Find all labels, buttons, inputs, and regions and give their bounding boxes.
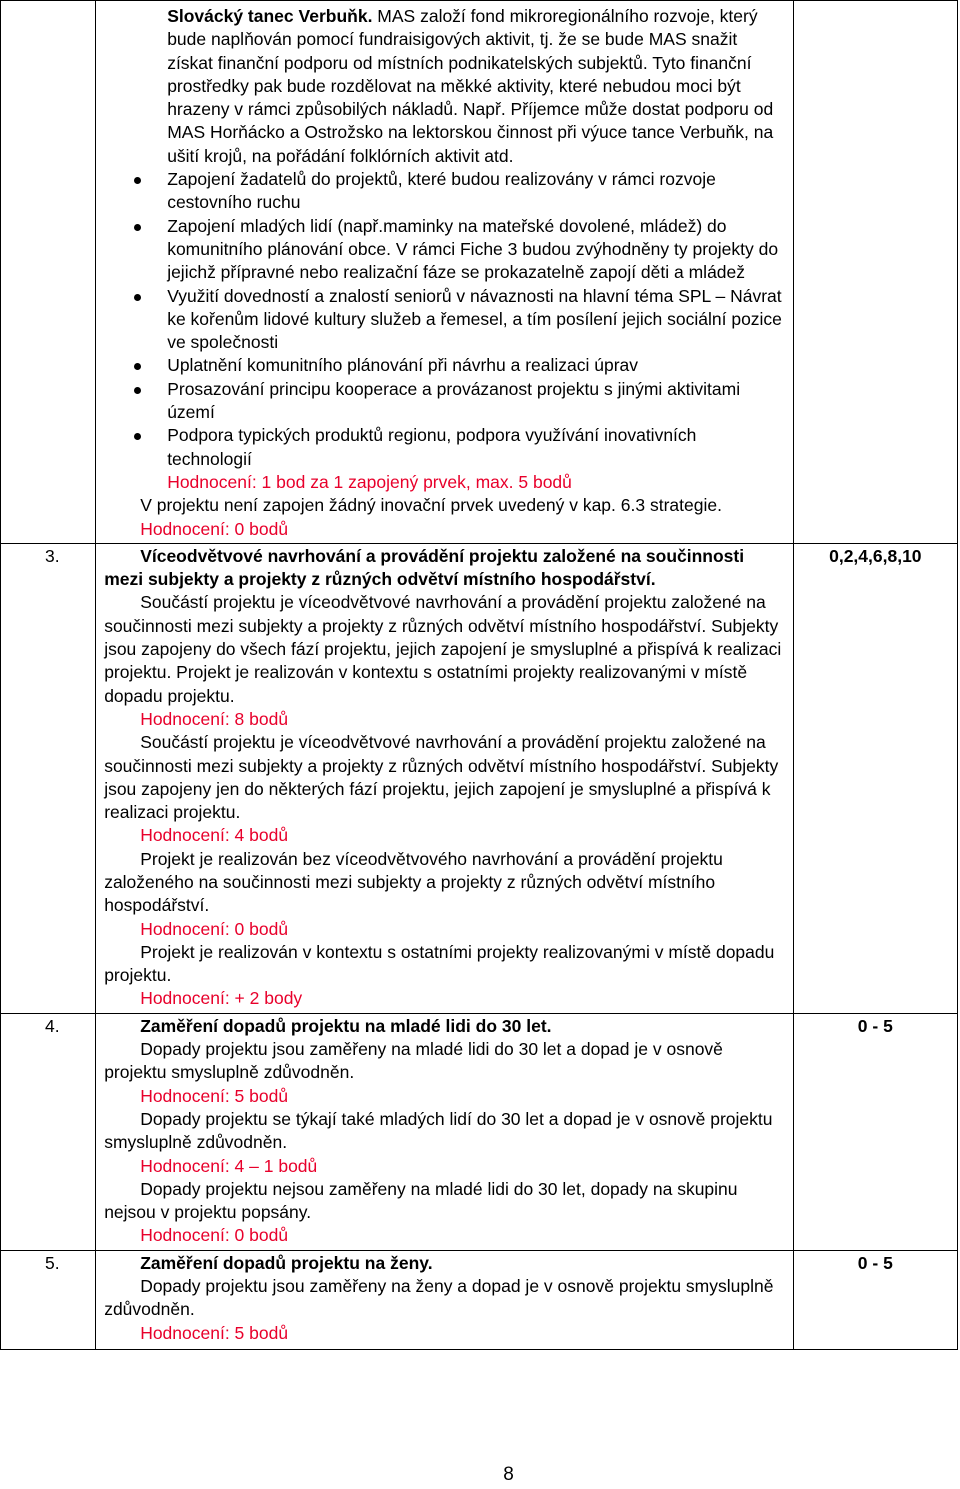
- bullet-icon: [134, 387, 141, 394]
- list-item: Zapojení žadatelů do projektů, které budou realizovány v rámci rozvoje cestovního ruchu: [96, 168, 784, 215]
- criterion-cell: Zaměření dopadů projektu na mladé lidi do 30 let. Dopady projektu jsou zaměřeny na mladé lidi do 30 let a dopad je v osnově projektu smysluplně zdůvodněn. Hodnocení: 5 bodů Dopady projektu se týkají také mladých lidí do 30 let a dopad je v osnově projektu smysluplně zdůvodněn. Hodnocení: 4 – 1 bodů Dopady projektu nejsou zaměřeny na mladé lidi do 30 let, dopady na skupinu nejsou v projektu popsány. Hodnocení: 0 bodů: [96, 1013, 793, 1250]
- table-row: [1, 1, 958, 544]
- list-item: Využití dovedností a znalostí seniorů v návaznosti na hlavní téma SPL – Návrat ke kořenům lidové kultury služeb a řemesel, a tím posílení jejich sociální pozice ve společnosti: [96, 285, 784, 355]
- score-cell: [793, 1, 957, 544]
- verbunk-paragraph: [96, 5, 784, 168]
- evaluation-text: Hodnocení: 4 – 1 bodů: [140, 1155, 318, 1176]
- verbunk-text: MAS založí fond mikroregionálního rozvoje, který bude naplňován pomocí fundraisigových aktivit, tj. že se bude MAS snažit získat finanční podporu od místních podnikatelských subjektů. Tyto finanční prostředky pak bude rozdělovat na měkké aktivity, které nebudou moci být hrazeny v rámci způsobilých nákladů. Např. Příjemce může dostat podporu od MAS Horňácko a Ostrožsko na lektorskou činnost při výuce tance Verbuňk, na ušití krojů, na pořádání folklórních aktivit atd.: [167, 6, 774, 166]
- evaluation-text: Hodnocení: 1 bod za 1 zapojený prvek, max. 5 bodů: [167, 471, 572, 492]
- evaluation-text: Hodnocení: 4 bodů: [140, 825, 289, 846]
- list-item: Zapojení mladých lidí (např.maminky na mateřské dovolené, mládež) do komunitního plánování obce. V rámci Fiche 3 budou zvýhodněny ty projekty do jejichž přípravné nebo realizační fáze se prokazatelně zapojí děti a mládež: [96, 215, 784, 285]
- bullet-icon: [134, 177, 141, 184]
- evaluation-text: Hodnocení: 5 bodů: [140, 1322, 289, 1343]
- score-range: 0 - 5: [793, 1250, 957, 1349]
- evaluation-text: Hodnocení: + 2 body: [140, 988, 303, 1009]
- list-item: Podpora typických produktů regionu, podpora využívání inovativních technologií: [96, 424, 784, 471]
- score-range: 0,2,4,6,8,10: [793, 543, 957, 1013]
- list-item: Uplatnění komunitního plánování při návrhu a realizaci úprav: [96, 354, 784, 377]
- row-number: 5.: [1, 1250, 96, 1349]
- bullet-icon: [134, 433, 141, 440]
- evaluation-text: Hodnocení: 0 bodů: [140, 918, 289, 939]
- table-row: [1, 1013, 958, 1250]
- criterion-title: Zaměření dopadů projektu na ženy.: [140, 1252, 433, 1273]
- criterion-cell: [96, 1, 793, 544]
- verbunk-title: Slovácký tanec Verbuňk.: [167, 6, 373, 26]
- no-innovation-text: V projektu není zapojen žádný inovační prvek uvedený v kap. 6.3 strategie.: [140, 495, 722, 516]
- bullet-icon: [134, 363, 141, 370]
- bullet-icon: [134, 294, 141, 301]
- table-row: [1, 543, 958, 1013]
- criterion-cell: Zaměření dopadů projektu na ženy. Dopady projektu jsou zaměřeny na ženy a dopad je v osnově projektu smysluplně zdůvodněn. Hodnocení: 5 bodů: [96, 1250, 793, 1349]
- evaluation-text: Hodnocení: 5 bodů: [140, 1085, 289, 1106]
- criterion-title: Zaměření dopadů projektu na mladé lidi do 30 let.: [140, 1015, 552, 1036]
- evaluation-text: Hodnocení: 0 bodů: [140, 1225, 289, 1246]
- list-item: Prosazování principu kooperace a provázanost projektu s jinými aktivitami území: [96, 378, 784, 425]
- innovation-list: [96, 168, 784, 471]
- score-range: 0 - 5: [793, 1013, 957, 1250]
- page-number: 8: [503, 1464, 514, 1485]
- row-number-cell: [1, 1, 96, 544]
- row-number: 4.: [1, 1013, 96, 1250]
- evaluation-text: Hodnocení: 0 bodů: [140, 518, 289, 539]
- criterion-cell: Víceodvětvové navrhování a provádění projektu založené na součinnosti mezi subjekty a projekty z různých odvětví místního hospodářství. Součástí projektu je víceodvětvové navrhování a provádění projektu založené na součinnosti mezi subjekty a projekty z různých odvětví místního hospodářství. Subjekty jsou zapojeny do všech fází projektu, jejich zapojení je smysluplné a přispívá k realizaci projektu. Projekt je realizován v kontextu s ostatními projekty realizovanými v místě dopadu projektu. Hodnocení: 8 bodů Součástí projektu je víceodvětvové navrhování a provádění projektu založené na součinnosti mezi subjekty a projekty z různých odvětví místního hospodářství. Subjekty jsou zapojeny jen do některých fází projektu, jejich zapojení je smysluplné a přispívá k realizaci projektu. Hodnocení: 4 bodů Projekt je realizován bez víceodvětvového navrhování a provádění projektu založeného na součinnosti mezi subjekty a projekty z různých odvětví místního hospodářství. Hodnocení: 0 bodů Projekt je realizován v kontextu s ostatními projekty realizovanými v místě dopadu projektu. Hodnocení: + 2 body: [96, 543, 793, 1013]
- row-number: 3.: [1, 543, 96, 1013]
- evaluation-text: Hodnocení: 8 bodů: [140, 708, 289, 729]
- criterion-title: Víceodvětvové navrhování a provádění projektu založené na součinnosti mezi subjekty a projekty z různých odvětví místního hospodářství.: [104, 545, 745, 590]
- table-row: [1, 1250, 958, 1349]
- bullet-icon: [134, 224, 141, 231]
